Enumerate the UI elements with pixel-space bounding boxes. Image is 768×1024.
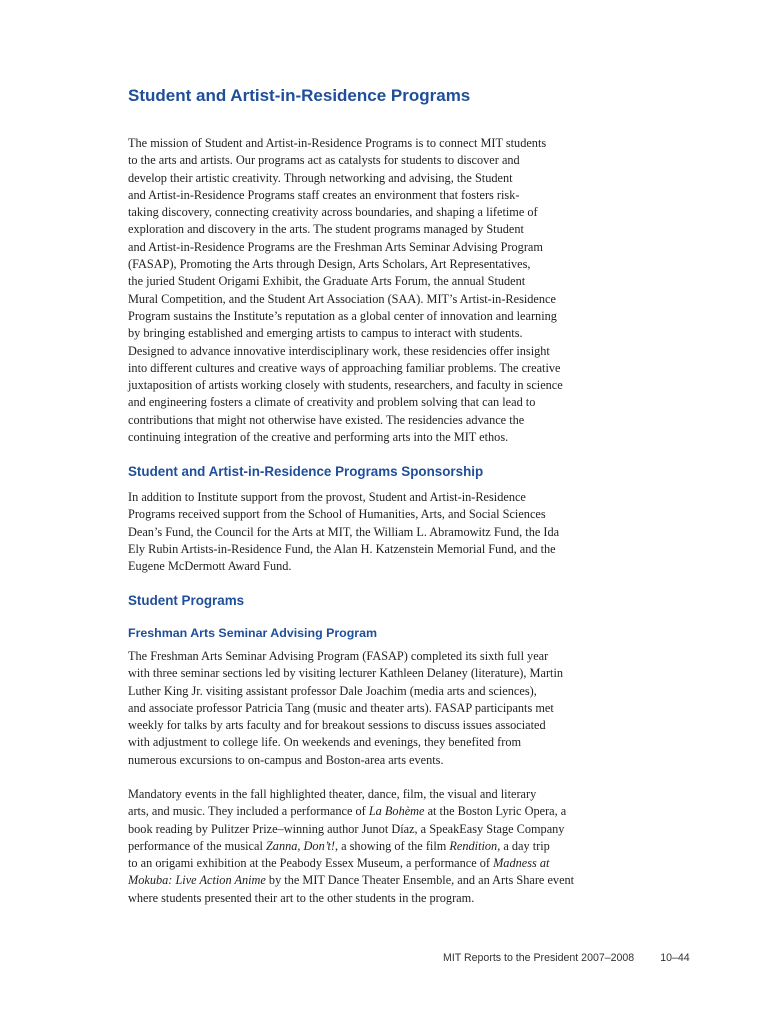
text-line: Programs received support from the School of Humanities, Arts, and Social Sciences xyxy=(128,507,546,522)
text-run: at the Boston Lyric Opera, a xyxy=(424,804,567,819)
work-title: Rendition xyxy=(449,838,498,853)
text-line: Mural Competition, and the Student Art Association (SAA). MIT’s Artist-in-Residence xyxy=(128,291,556,306)
text-line: by bringing established and emerging artists to campus to interact with students. xyxy=(128,326,523,341)
text-line xyxy=(128,855,574,872)
text-line: taking discovery, connecting creativity across boundaries, and shaping a lifetime of xyxy=(128,205,538,220)
text-line: and Artist-in-Residence Programs are the Freshman Arts Seminar Advising Program xyxy=(128,239,543,254)
text-line: Designed to advance innovative interdisciplinary work, these residencies offer insight xyxy=(128,343,550,358)
text-line: and associate professor Patricia Tang (music and theater arts). FASAP participants met xyxy=(128,700,554,715)
text-line: exploration and discovery in the arts. The student programs managed by Student xyxy=(128,222,524,237)
text-line: contributions that might not otherwise have existed. The residencies advance the xyxy=(128,412,525,427)
text-line: Dean’s Fund, the Council for the Arts at MIT, the William L. Abramowitz Fund, the Ida xyxy=(128,524,560,539)
text-line: Eugene McDermott Award Fund. xyxy=(128,559,292,574)
footer-report-title: MIT Reports to the President 2007–2008 xyxy=(443,952,635,964)
text-line: and engineering fosters a climate of creativity and problem solving that can lead to xyxy=(128,395,536,410)
text-run: performance of the musical xyxy=(128,838,266,853)
fasap-paragraph-2 xyxy=(128,786,574,907)
work-title: Mokuba: Live Action Anime xyxy=(128,873,266,888)
text-line: Luther King Jr. visiting assistant professor Dale Joachim (media arts and sciences), xyxy=(128,683,537,698)
text-line: The Freshman Arts Seminar Advising Program (FASAP) completed its sixth full year xyxy=(128,649,549,663)
text-run: arts, and music. They included a performance of xyxy=(128,804,369,819)
work-title: Zanna, Don’t! xyxy=(265,838,335,853)
text-run: by the MIT Dance Theater Ensemble, and an Arts Share event xyxy=(265,873,575,888)
text-line: Program sustains the Institute’s reputation as a global center of innovation and learning xyxy=(128,308,557,323)
text-line: into different cultures and creative ways of approaching familiar problems. The creative xyxy=(128,360,561,375)
text-line: Ely Rubin Artists-in-Residence Fund, the Alan H. Katzenstein Memorial Fund, and the xyxy=(128,541,556,556)
text-line: The mission of Student and Artist-in-Residence Programs is to connect MIT students xyxy=(128,136,547,150)
page-footer xyxy=(443,952,690,964)
text-line: and Artist-in-Residence Programs staff creates an environment that fosters risk- xyxy=(128,187,520,202)
sponsorship-paragraph xyxy=(128,489,559,575)
text-line: weekly for talks by arts faculty and for breakout sessions to discuss issues associated xyxy=(128,718,546,733)
text-line: where students presented their art to the other students in the program. xyxy=(128,890,475,905)
work-title: La Bohème xyxy=(368,804,425,819)
work-title: Madness at xyxy=(493,856,550,871)
text-line xyxy=(128,838,574,855)
text-line xyxy=(128,872,574,889)
fasap-subheading: Freshman Arts Seminar Advising Program xyxy=(128,626,378,640)
student-programs-heading: Student Programs xyxy=(128,593,245,608)
text-line: the juried Student Origami Exhibit, the Graduate Arts Forum, the annual Student xyxy=(128,274,526,289)
text-line: continuing integration of the creative and performing arts into the MIT ethos. xyxy=(128,430,509,445)
text-run: to an origami exhibition at the Peabody Essex Museum, a performance of xyxy=(128,856,494,871)
text-line xyxy=(128,803,574,820)
text-run: , a day trip xyxy=(497,838,550,853)
text-line: In addition to Institute support from the provost, Student and Artist-in-Residence xyxy=(128,490,526,504)
text-line: juxtaposition of artists working closely with students, researchers, and faculty in science xyxy=(128,378,563,393)
text-line: with adjustment to college life. On weekends and evenings, they benefited from xyxy=(128,735,522,750)
sponsorship-heading: Student and Artist-in-Residence Programs Sponsorship xyxy=(128,464,484,479)
page-number: 10–44 xyxy=(660,952,690,964)
text-line: with three seminar sections led by visiting lecturer Kathleen Delaney (literature), Martin xyxy=(128,666,564,681)
text-line: to the arts and artists. Our programs act as catalysts for students to discover and xyxy=(128,153,520,168)
mission-paragraph xyxy=(128,135,563,446)
text-line: book reading by Pulitzer Prize–winning author Junot Díaz, a SpeakEasy Stage Company xyxy=(128,821,565,836)
text-line: (FASAP), Promoting the Arts through Design, Arts Scholars, Art Representatives, xyxy=(128,257,531,272)
text-line: Mandatory events in the fall highlighted theater, dance, film, the visual and literary xyxy=(128,787,537,801)
text-line: numerous excursions to on-campus and Boston-area arts events. xyxy=(128,752,444,767)
fasap-paragraph-1 xyxy=(128,648,563,769)
page-title: Student and Artist-in-Residence Programs xyxy=(128,86,471,105)
text-line: develop their artistic creativity. Through networking and advising, the Student xyxy=(128,170,513,185)
text-run: , a showing of the film xyxy=(334,838,450,853)
